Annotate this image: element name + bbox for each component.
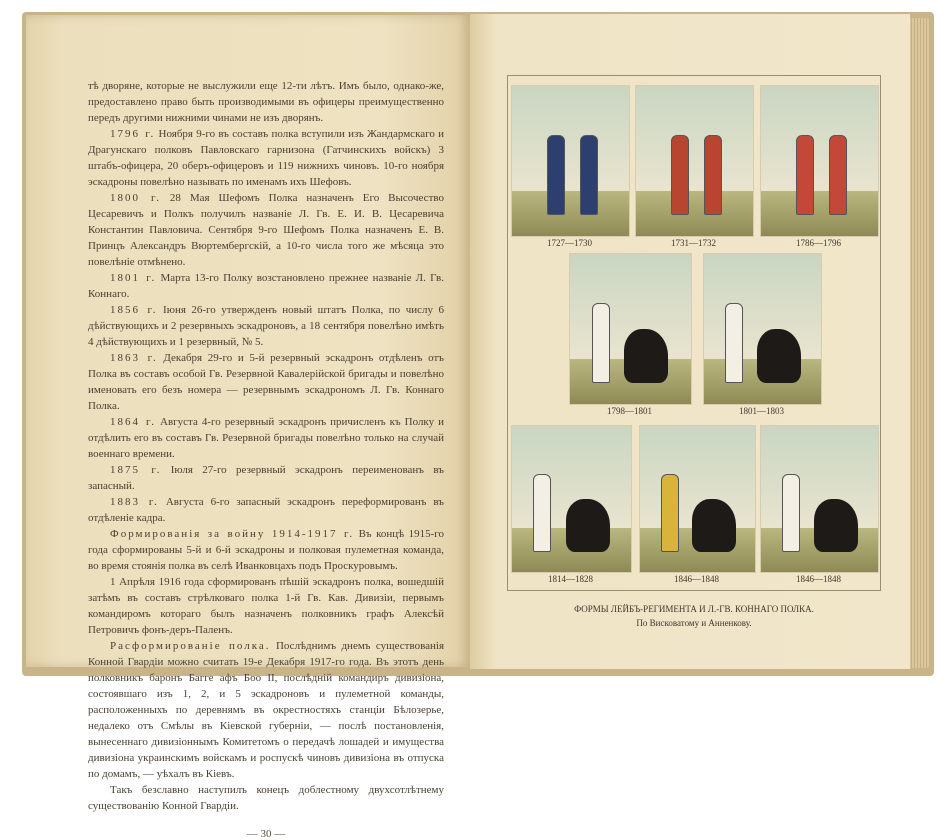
paragraph — [88, 494, 444, 526]
plate-subtitle: По Висковатому и Анненкову. — [636, 618, 752, 628]
uniform-illustration — [760, 85, 879, 237]
paragraph — [88, 78, 444, 126]
soldier-figure — [661, 474, 679, 552]
paragraph — [88, 270, 444, 302]
paragraph — [88, 782, 444, 814]
illustration-sky — [636, 86, 753, 191]
illustration-ground — [761, 191, 878, 236]
soldier-figure — [829, 135, 847, 215]
illustration-ground — [512, 191, 629, 236]
uniform-illustration — [569, 253, 692, 405]
horse-figure — [757, 329, 801, 383]
paragraph — [88, 302, 444, 350]
paragraph-text: Марта 13-го Полку возстановлено прежнее названіе Л. Гв. Коннаго. — [88, 272, 444, 300]
uniform-illustration — [703, 253, 822, 405]
horse-figure — [566, 499, 610, 552]
paragraph-text: тѣ дворяне, которые не выслужили еще 12-ти лѣтъ. Имъ было, однако-же, предоставлено право быть производимыми въ офицеры преимущественно передъ другими нижними чинами не изъ дворянъ. — [88, 80, 444, 124]
illustration-sky — [512, 86, 629, 191]
plate-title: ФОРМЫ ЛЕЙБЪ-РЕГИМЕНТА И Л.-ГВ. КОННАГО ПОЛКА. — [574, 604, 814, 614]
paragraph-text: 28 Мая Шефомъ Полка назначенъ Его Высочество Цесаревичъ и Полкъ получилъ названіе Л. Гв. Е. И. В. Цесаревича Константин Павловича. Сентября 9-го Шефомъ Полка назначенъ Е. В. Принцъ Александръ Вюртембергскій, а 10-го числа того же мѣсяца это повелѣніе отмѣнено. — [88, 192, 444, 268]
horse-figure — [692, 499, 736, 552]
illustration-ground — [636, 191, 753, 236]
paragraph — [88, 574, 444, 638]
plate-caption: 1786—1796 — [796, 238, 841, 248]
soldier-figure — [580, 135, 598, 215]
plate-caption: 1727—1730 — [547, 238, 592, 248]
paragraph — [88, 350, 444, 414]
paragraph — [88, 126, 444, 190]
paragraph — [88, 190, 444, 270]
soldier-figure — [671, 135, 689, 215]
paragraph-text: Ноября 9-го въ составъ полка вступили изъ Жандармскаго и Драгунскаго полковъ Павловскаго гарнизона (Гатчинскихъ войскъ) 3 штабъ-офицера, 20 оберъ-офицеровъ и 119 нижнихъ чиновъ. 10-го ноября эскадроны повелѣно называть по именамъ ихъ Шефовъ. — [88, 128, 444, 188]
paragraph-text: Іюля 27-го резервный эскадронъ переименованъ въ запасный. — [88, 464, 444, 492]
paragraph-text: Декабря 29-го и 5-й резервный эскадронъ отдѣленъ отъ Полка въ составъ особой Гв. Резервной Кавалерійской бригады и повелѣно именовать его безъ номера — резервнымъ эскадрономъ Л. Гв. Коннаго Полка. — [88, 352, 444, 412]
uniform-illustration — [511, 85, 630, 237]
plate-caption: 1846—1848 — [674, 574, 719, 584]
paragraph-lead: 1800 г. — [110, 192, 161, 204]
paragraph-text: Августа 4-го резервный эскадронъ причисленъ къ Полку и отдѣлить его въ составъ Гв. Резервной бригады повелѣно только на случай военнаго времени. — [88, 416, 444, 460]
paragraph-lead: 1856 г. — [110, 304, 158, 316]
paragraph-lead: 1801 г. — [110, 272, 157, 284]
paragraph — [88, 526, 444, 574]
soldier-figure — [725, 303, 743, 383]
plate-title-block — [507, 602, 881, 630]
illustration-sky — [761, 86, 878, 191]
soldier-figure — [547, 135, 565, 215]
paragraph-text: Августа 6-го запасный эскадронъ переформированъ въ отдѣленіе кадра. — [88, 496, 444, 524]
soldier-figure — [796, 135, 814, 215]
plate-caption: 1798—1801 — [607, 406, 652, 416]
paragraph-text: 1 Апрѣля 1916 года сформированъ пѣшій эскадронъ полка, вошедшій затѣмъ въ составъ стрѣлковаго полка 1-й Гв. Кав. Дивизіи, первымъ командиромъ котораго былъ назначенъ полковникъ графъ Алексѣй Петровичъ фонъ-деръ-Паленъ. — [88, 576, 444, 636]
paragraph-text: Іюня 26-го утвержденъ новый штатъ Полка, по числу 6 дѣйствующихъ и 2 резервныхъ эскадроновъ, а 18 сентября повелѣно имѣть 4 дѣйствующихъ и 1 резервный, № 5. — [88, 304, 444, 348]
uniform-illustration — [639, 425, 756, 573]
page-number: — 30 — — [246, 828, 286, 840]
paragraph-lead: Формированія за войну 1914-1917 г. — [110, 528, 355, 540]
paragraph-lead: 1875 г. — [110, 464, 162, 476]
horse-figure — [814, 499, 858, 552]
left-page-column — [88, 78, 444, 840]
paragraph — [88, 462, 444, 494]
plate-caption: 1814—1828 — [548, 574, 593, 584]
plate-caption: 1801—1803 — [739, 406, 784, 416]
soldier-figure — [704, 135, 722, 215]
plate-caption: 1731—1732 — [671, 238, 716, 248]
uniform-illustration — [760, 425, 879, 573]
soldier-figure — [782, 474, 800, 552]
plate-caption: 1846—1848 — [796, 574, 841, 584]
paragraph — [88, 414, 444, 462]
paragraph — [88, 638, 444, 782]
soldier-figure — [592, 303, 610, 383]
paragraph-text: Въ концѣ 1915-го года сформированы 5-й и 6-й эскадроны и полковая пулеметная команда, во время стоянія полка въ селѣ Иванковцахъ подъ Проскуровымъ. — [88, 528, 445, 572]
uniform-illustration — [511, 425, 632, 573]
paragraph-lead: 1863 г. — [110, 352, 158, 364]
left-page-text — [88, 78, 444, 814]
horse-figure — [624, 329, 668, 383]
paragraph-lead: Расформированіе полка. — [110, 640, 271, 652]
paragraph-text: Такъ безславно наступилъ конецъ доблестному двухсотлѣтнему существованію Конной Гвардіи. — [88, 784, 444, 812]
paragraph-lead: 1796 г. — [110, 128, 156, 140]
paragraph-lead: 1883 г. — [110, 496, 159, 508]
paragraph-lead: 1864 г. — [110, 416, 157, 428]
uniform-illustration — [635, 85, 754, 237]
soldier-figure — [533, 474, 551, 552]
paragraph-text: Послѣднимъ днемъ существованія Конной Гвардіи можно считать 19-е Декабря 1917-го года. Въ этотъ день полковникъ баронъ Багге афъ Боо II, послѣдній командиръ дивизіона, состоявшаго изъ 1, 2, и 5 эскадроновъ и пулеметной команды, расположенныхъ по деревнямъ въ окрестностяхъ станціи Бѣлозерье, недалеко отъ Смѣлы въ Кіевской губерніи, — послѣ постановленія, вынесеннаго дивизіоннымъ Комитетомъ о передачѣ лошадей и имущества дивизіона украинскимъ войскамъ и роспускѣ чиновъ дивизіона въ отпуска по домамъ, — уѣхалъ въ Кіевъ. — [88, 640, 445, 780]
